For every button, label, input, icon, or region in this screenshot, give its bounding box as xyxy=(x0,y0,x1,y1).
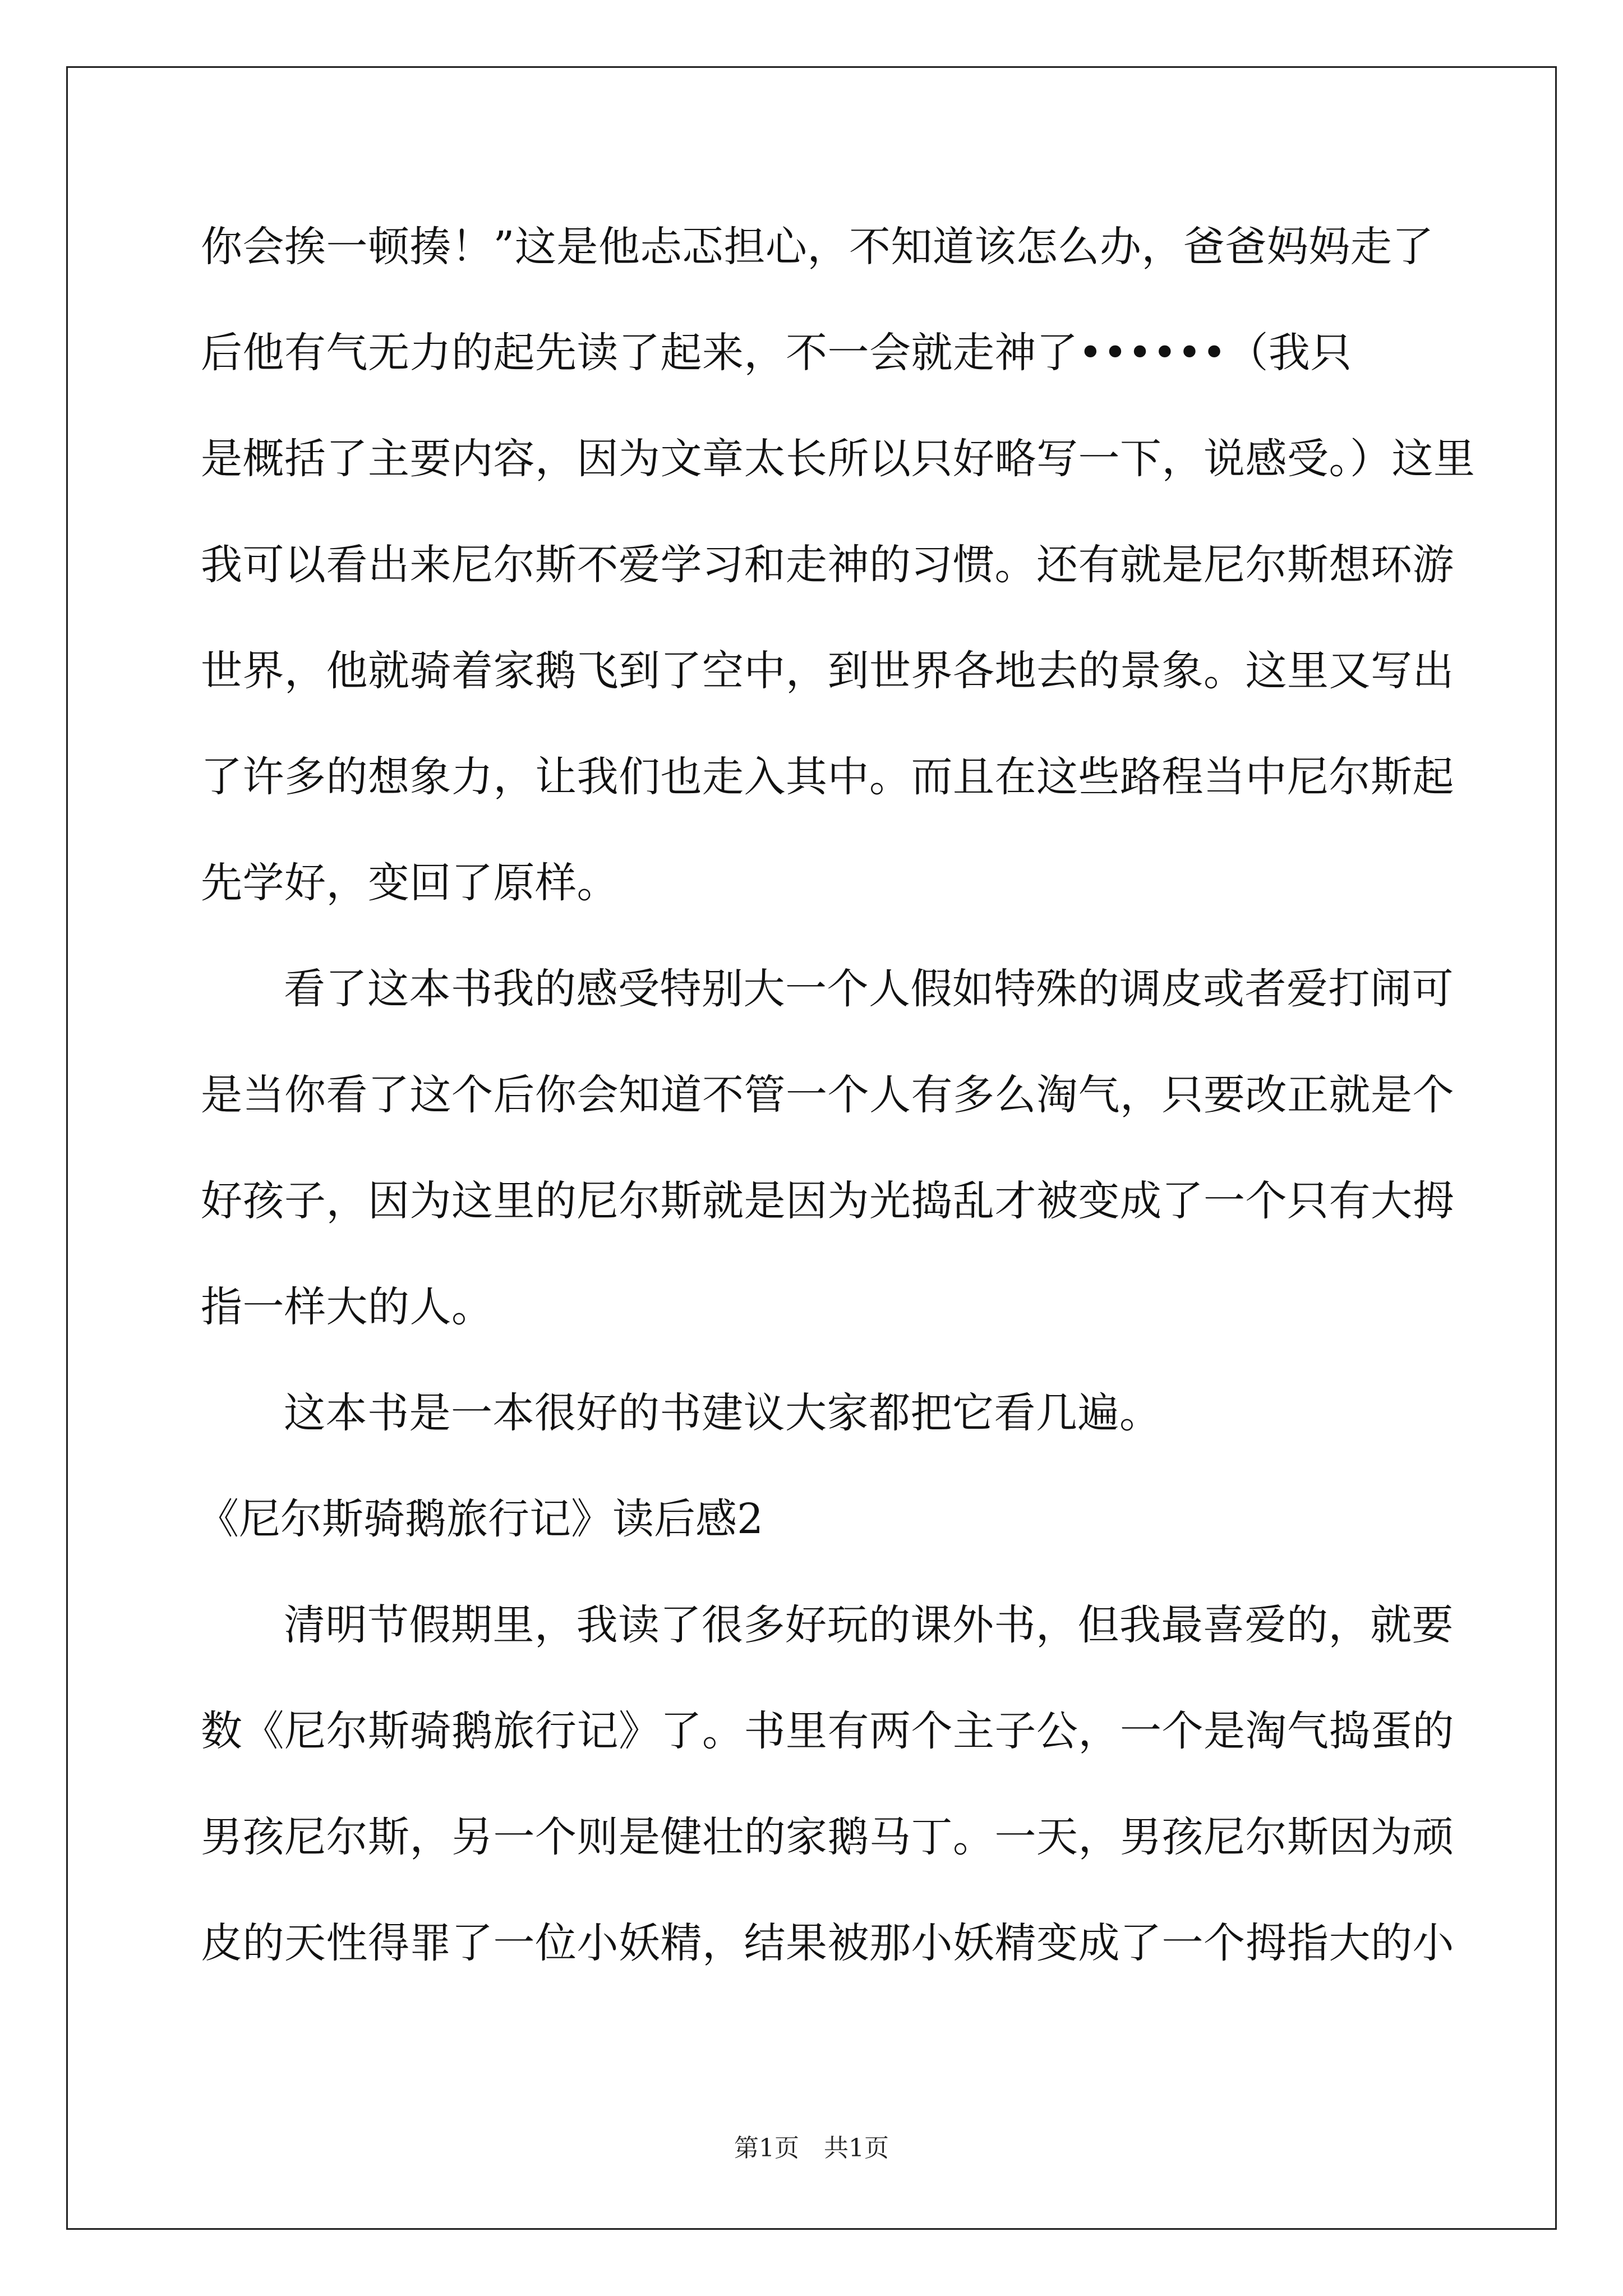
section-title: 《尼尔斯骑鹅旅行记》读后感2 xyxy=(197,1495,764,1543)
text-line: 是当你看了这个后你会知道不管一个人有多么淘气，只要改正就是个 xyxy=(201,1071,1454,1119)
text-line: 了许多的想象力，让我们也走入其中。而且在这些路程当中尼尔斯起 xyxy=(201,753,1454,801)
text-line: 清明节假期里，我读了很多好玩的课外书，但我最喜爱的，就要 xyxy=(284,1601,1454,1649)
text-line: 皮的天性得罪了一位小妖精，结果被那小妖精变成了一个拇指大的小 xyxy=(201,1919,1454,1967)
text-line: 男孩尼尔斯，另一个则是健壮的家鹅马丁。一天，男孩尼尔斯因为顽 xyxy=(201,1813,1454,1861)
paragraph-2 xyxy=(201,947,1454,1371)
paragraph-4 xyxy=(201,1583,1454,2007)
text-line: 数《尼尔斯骑鹅旅行记》了。书里有两个主子公，一个是淘气捣蛋的 xyxy=(201,1707,1454,1755)
text-line: 好孩子，因为这里的尼尔斯就是因为光捣乱才被变成了一个只有大拇 xyxy=(201,1177,1454,1225)
text-line: 是概括了主要内容，因为文章太长所以只好略写一下，说感受。）这里 xyxy=(201,435,1476,483)
text-line: 先学好，变回了原样。 xyxy=(201,859,619,907)
text-line: 你会挨一顿揍！”这是他忐忑担心，不知道该怎么办，爸爸妈妈走了 xyxy=(201,223,1434,271)
paragraph-1 xyxy=(201,205,1476,947)
text-line: 看了这本书我的感受特别大一个人假如特殊的调皮或者爱打闹可 xyxy=(284,965,1454,1013)
text-line: 我可以看出来尼尔斯不爱学习和走神的习惯。还有就是尼尔斯想环游 xyxy=(201,541,1454,589)
page-number: 第1页 共1页 xyxy=(734,2134,889,2162)
text-line: 指一样大的人。 xyxy=(201,1283,494,1331)
text-line: 后他有气无力的起先读了起来，不一会就走神了••••••（我只 xyxy=(201,329,1352,377)
text-line: 这本书是一本很好的书建议大家都把它看几遍。 xyxy=(284,1389,1161,1437)
text-line: 世界，他就骑着家鹅飞到了空中，到世界各地去的景象。这里又写出 xyxy=(201,647,1454,695)
paragraph-3 xyxy=(201,1371,1422,1477)
document-body xyxy=(197,205,1476,2007)
page-footer xyxy=(0,2132,1623,2165)
